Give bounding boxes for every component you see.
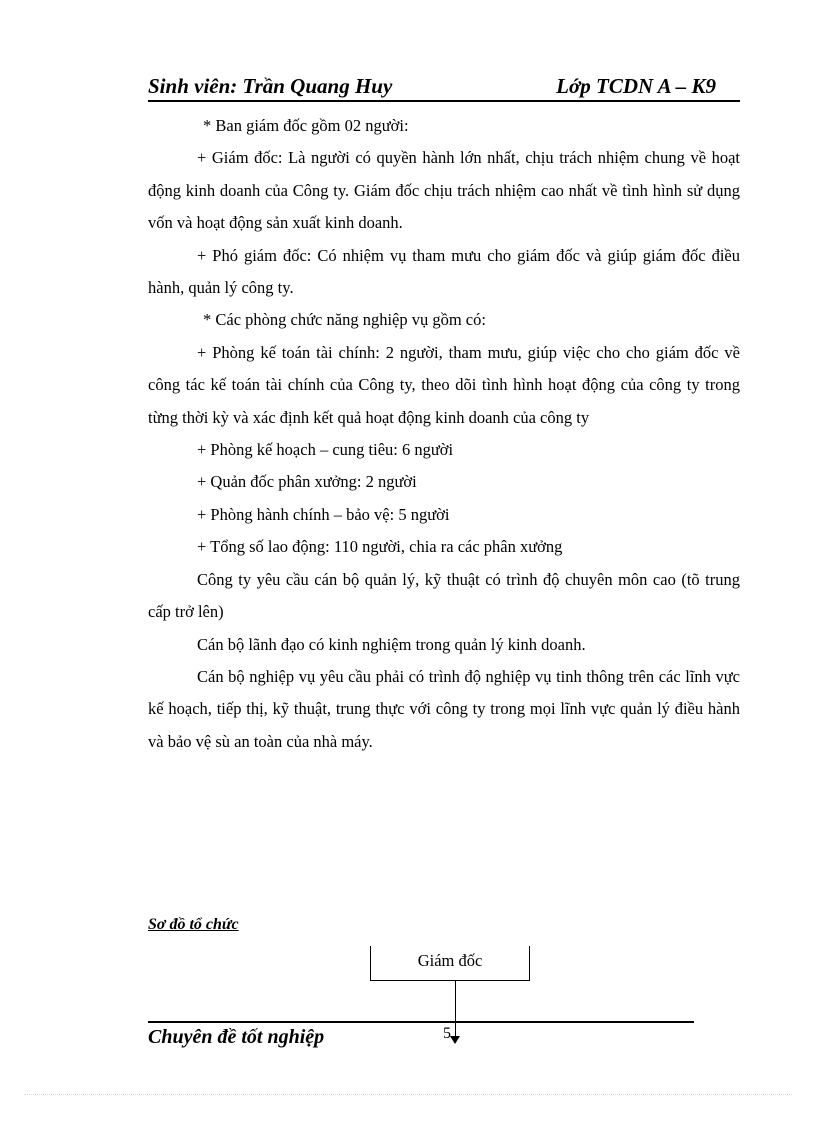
document-body bbox=[148, 110, 740, 758]
page-bottom-border bbox=[24, 1094, 792, 1095]
org-chart-connector bbox=[455, 981, 456, 1039]
paragraph: + Phó giám đốc: Có nhiệm vụ tham mưu cho giám đốc và giúp giám đốc điều hành, quản lý công ty. bbox=[148, 245, 740, 298]
footer-divider bbox=[148, 1021, 694, 1023]
org-chart-director-box: Giám đốc bbox=[370, 946, 530, 981]
paragraph: * Các phòng chức năng nghiệp vụ gồm có: bbox=[203, 310, 486, 330]
paragraph: + Phòng hành chính – bảo vệ: 5 người bbox=[197, 504, 450, 524]
class-name: Lớp TCDN A – K9 bbox=[556, 74, 716, 98]
paragraph: + Quản đốc phân xưởng: 2 người bbox=[197, 472, 417, 492]
paragraph: + Phòng kế hoạch – cung tiêu: 6 người bbox=[197, 440, 454, 460]
arrow-down-icon bbox=[450, 1036, 460, 1044]
paragraph: * Ban giám đốc gồm 02 người: bbox=[203, 116, 409, 135]
paragraph: Công ty yêu cầu cán bộ quản lý, kỹ thuật có trình độ chuyên môn cao (tõ trung cấp trở lên) bbox=[148, 569, 740, 622]
paragraph: + Phòng kế toán tài chính: 2 người, tham mưu, giúp việc cho cho giám đốc về công tác kế toán tài chính của Công ty, theo dõi tình hình hoạt động của công ty trong từng thời kỳ và xác định kết quả hoạt động kinh doanh của công ty bbox=[148, 342, 740, 427]
page-header bbox=[148, 72, 740, 102]
paragraph: + Tổng số lao động: 110 người, chia ra các phân xưởng bbox=[197, 537, 563, 557]
paragraph: + Giám đốc: Là người có quyền hành lớn nhất, chịu trách nhiệm chung về hoạt động kinh doanh của Công ty. Giám đốc chịu trách nhiệm cao nhất về tình hình sử dụng vốn và hoạt động sản xuất kinh doanh. bbox=[148, 148, 740, 233]
paragraph: Cán bộ nghiệp vụ yêu cầu phải có trình độ nghiệp vụ tinh thông trên các lĩnh vực kế hoạch, tiếp thị, kỹ thuật, trung thực với công ty trong mọi lĩnh vực quản lý điều hành và bảo vệ sù an toàn của nhà máy. bbox=[148, 666, 740, 751]
footer-title: Chuyên đề tốt nghiệp bbox=[148, 1026, 325, 1048]
student-name: Sinh viên: Trần Quang Huy bbox=[148, 74, 393, 98]
page-number: 5 bbox=[443, 1025, 451, 1042]
org-chart-title: Sơ đồ tổ chức bbox=[148, 916, 239, 933]
paragraph: Cán bộ lãnh đạo có kinh nghiệm trong quản lý kinh doanh. bbox=[197, 634, 586, 654]
